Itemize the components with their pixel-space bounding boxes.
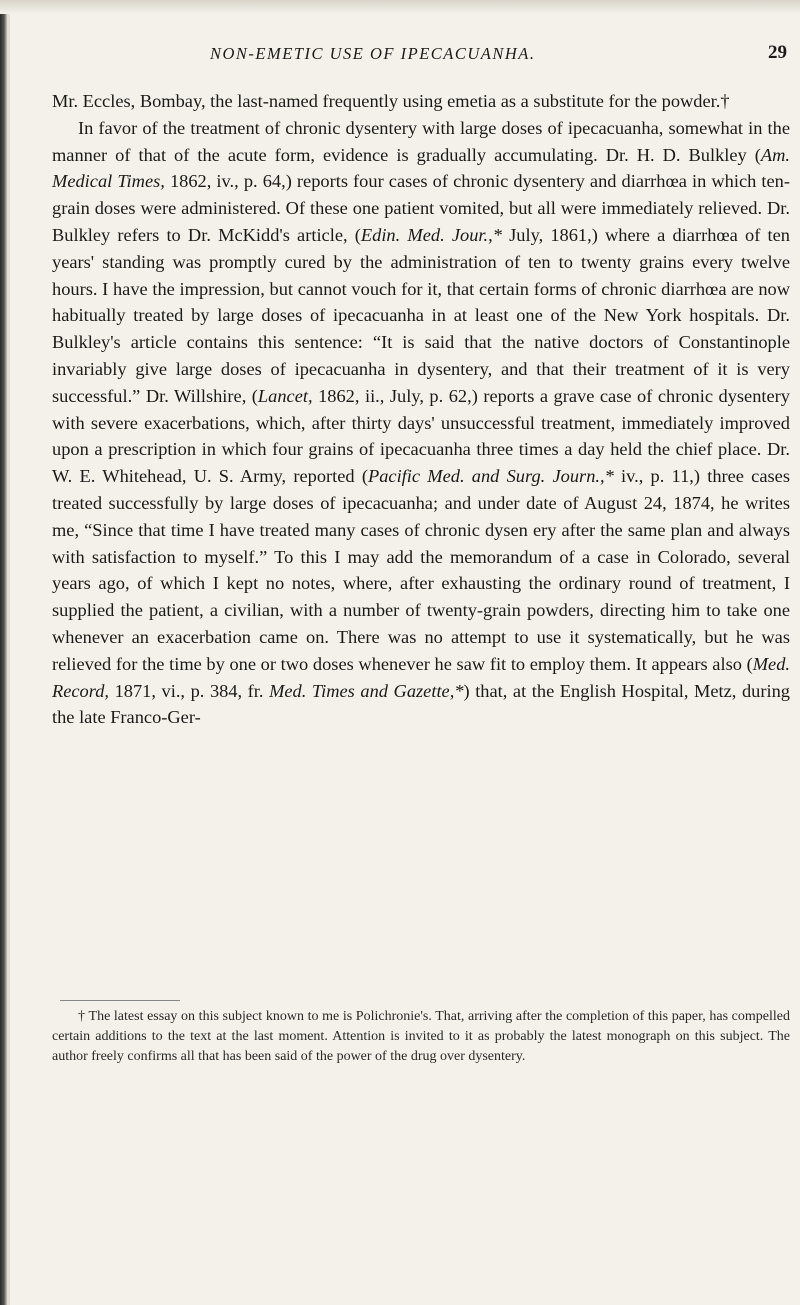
citation-italic: Med. Times and Gazette,* — [269, 680, 464, 701]
text-run: ) that, at the English Hospital, Metz, during the late Franco-Ger- — [52, 680, 790, 728]
page-top-edge — [0, 0, 800, 14]
text-run: Mr. Eccles, Bombay, the last-named frequently using emetia as a substitute for the powder.† — [52, 91, 730, 111]
citation-italic: Lancet, — [257, 385, 313, 406]
citation-italic: Edin. Med. Jour.,* — [360, 224, 502, 245]
text-run: In favor of the treatment of chronic dysentery with large doses of ipecacuanha, somewhat in the manner of that of the acute form, evidence is gradually accumulating. Dr. H. D. Bulkley ( — [52, 117, 790, 165]
running-head — [0, 44, 800, 68]
text-run: 1871, vi., p. 384, fr. — [109, 680, 270, 701]
citation-italic: Med. Record, — [52, 653, 790, 701]
body-text — [52, 88, 790, 731]
running-title: NON-EMETIC USE OF IPECACUANHA. — [210, 44, 536, 63]
book-spine-shadow — [0, 0, 7, 1305]
citation-italic: Pacific Med. and Surg. Journ.,* — [367, 466, 614, 487]
book-gutter — [7, 0, 10, 1305]
footnote: † The latest essay on this subject known to me is Polichronie's. That, arriving after the completion of this paper, has compelled certain additions to the text at the last moment. Attention is invited to it as probably the latest monograph on this subject. The author freely confirms all that has been said of the power of the drug over dysentery. — [52, 1009, 790, 1065]
text-run: July, 1861,) where a diarrhœa of ten years' standing was promptly cured by the administration of ten to twenty grains every twelve hours. I have the impression, but cannot vouch for it, that certain forms of chronic diarrhœa are now habitually treated by large doses of ipecacuanha in at least one of the New York hospitals. Dr. Bulkley's article contains this sentence: “It is said that the native doctors of Constantinople invariably give large doses of ipecacuanha in dysentery, and that their treatment of it is very successful.” Dr. Willshire, ( — [52, 224, 790, 406]
text-run: 1862, ii., July, p. 62,) reports a grave case of chronic dysentery with severe exacerbations, which, after thirty days' unsuccessful treatment, immediately improved upon a prescription in which four grains of ipecacuanha three times a day held the chief place. Dr. W. E. Whitehead, U. S. Army, reported ( — [52, 385, 790, 487]
paragraph — [52, 115, 790, 731]
page-number: 29 — [768, 42, 787, 63]
text-run: iv., p. 11,) three cases treated successfully by large doses of ipecacuanha; and under date of August 24, 1874, he writes me, “Since that time I have treated many cases of chronic dysen ery after the same plan and always with satisfaction to myself.” To this I may add the memorandum of a case in Colorado, several years ago, of which I kept no notes, where, after exhausting the ordinary round of treatment, I supplied the patient, a civilian, with a number of twenty-grain powders, directing him to take one whenever an exacerbation came on. There was no attempt to use it systematically, but he was relieved for the time by one or two doses whenever he saw fit to employ them. It appears also ( — [52, 466, 790, 674]
footnote-divider — [60, 1000, 180, 1001]
paragraph — [52, 88, 790, 115]
citation-italic: Am. Medical Times, — [52, 144, 790, 192]
text-run: 1862, iv., p. 64,) reports four cases of chronic dysentery and diarrhœa in which ten-grain doses were administered. Of these one patient vomited, but all were immediately relieved. Dr. Bulkley refers to Dr. McKidd's article, ( — [52, 171, 791, 245]
